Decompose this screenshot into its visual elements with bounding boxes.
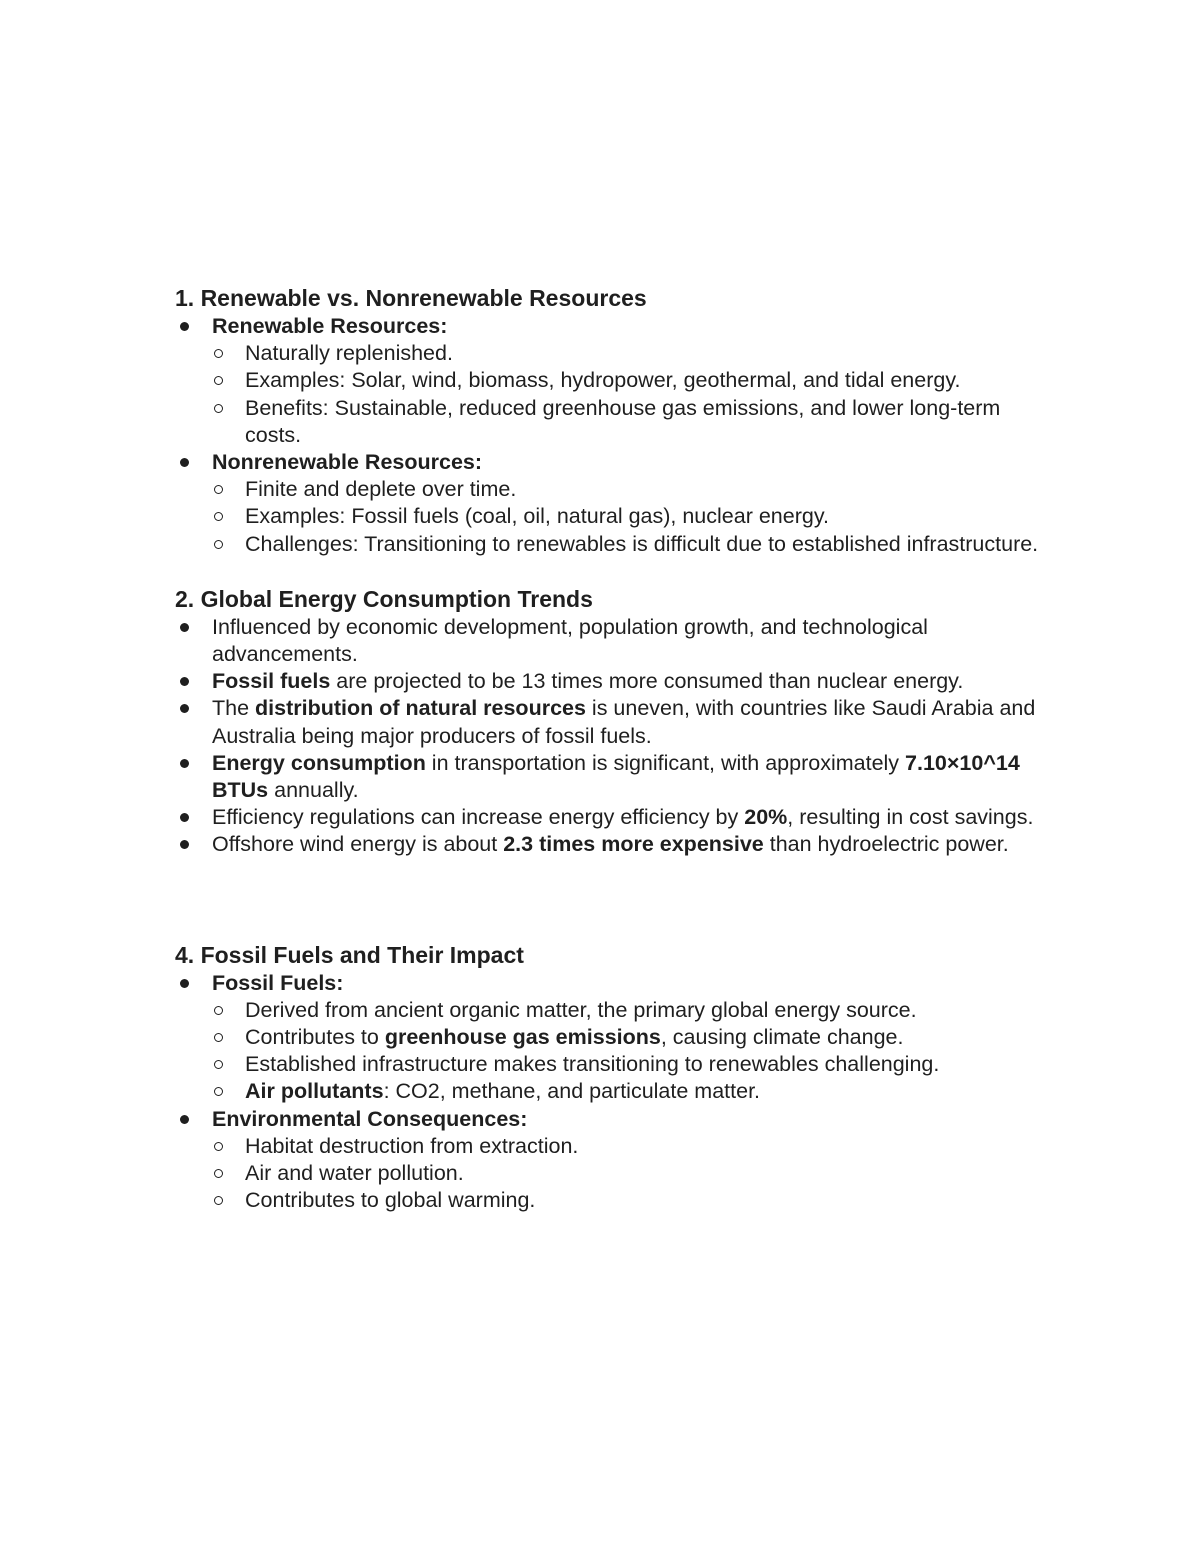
list-item: Contributes to global warming. xyxy=(175,1187,1055,1214)
fossil-fuels-label: Fossil Fuels: xyxy=(212,970,344,995)
list-item: Naturally replenished. xyxy=(175,340,1055,367)
renewable-sublist xyxy=(212,340,1055,449)
text: annually. xyxy=(268,778,359,803)
list-item: Derived from ancient organic matter, the primary global energy source. xyxy=(175,997,1055,1024)
text: : CO2, methane, and particulate matter. xyxy=(383,1079,761,1104)
list-item: Air and water pollution. xyxy=(175,1160,1055,1187)
document-page xyxy=(175,283,1055,1214)
text: than hydroelectric power. xyxy=(763,832,1009,857)
nonrenewable-label: Nonrenewable Resources: xyxy=(212,450,483,475)
section-2-list xyxy=(175,614,1055,859)
text: Offshore wind energy is about xyxy=(212,832,504,857)
list-item: Finite and deplete over time. xyxy=(175,476,1055,503)
renewable-label: Renewable Resources: xyxy=(212,314,448,338)
list-item xyxy=(175,695,1055,749)
list-item: Challenges: Transitioning to renewables is difficult due to established infrastructure. xyxy=(175,531,1055,558)
text: , causing climate change. xyxy=(660,1025,904,1050)
environmental-consequences-label: Environmental Consequences: xyxy=(212,1106,528,1131)
list-item xyxy=(175,831,1055,858)
bold-text: greenhouse gas emissions xyxy=(384,1025,661,1050)
bold-text: Air pollutants xyxy=(245,1079,384,1104)
list-item: Examples: Solar, wind, biomass, hydropower, geothermal, and tidal energy. xyxy=(175,367,1055,394)
list-item xyxy=(175,1078,1055,1105)
section-4-list xyxy=(175,970,1055,1215)
list-item: Examples: Fossil fuels (coal, oil, natural gas), nuclear energy. xyxy=(175,503,1055,530)
text: in transportation is significant, with approximately xyxy=(425,750,906,775)
section-1-heading: 1. Renewable vs. Nonrenewable Resources xyxy=(175,285,647,311)
bold-text: Energy consumption xyxy=(212,750,426,775)
list-item xyxy=(175,668,1055,695)
environmental-sublist xyxy=(212,1133,1055,1215)
text: Contributes to xyxy=(245,1025,385,1050)
text: is uneven, with countries like Saudi Arabia and Australia being major producers of fossil fuels. xyxy=(212,696,1036,748)
bold-text: Fossil fuels xyxy=(212,669,331,694)
list-item: Benefits: Sustainable, reduced greenhouse gas emissions, and lower long-term costs. xyxy=(175,395,1055,449)
section-2-heading: 2. Global Energy Consumption Trends xyxy=(175,585,593,612)
text: , resulting in cost savings. xyxy=(787,805,1034,830)
bold-text: 2.3 times more expensive xyxy=(503,832,764,857)
text: Efficiency regulations can increase energy efficiency by xyxy=(212,805,745,830)
section-4-heading: 4. Fossil Fuels and Their Impact xyxy=(175,941,524,968)
fossil-fuels-sublist xyxy=(212,997,1055,1106)
bold-text: 20% xyxy=(744,805,788,830)
text: are projected to be 13 times more consumed than nuclear energy. xyxy=(330,669,964,694)
list-item: Established infrastructure makes transitioning to renewables challenging. xyxy=(175,1051,1055,1078)
list-item: Habitat destruction from extraction. xyxy=(175,1133,1055,1160)
list-item xyxy=(175,1024,1055,1051)
nonrenewable-sublist xyxy=(212,476,1055,558)
list-item xyxy=(175,449,1055,558)
text: The xyxy=(212,696,256,721)
list-item xyxy=(175,750,1055,804)
list-item xyxy=(175,970,1055,1106)
bold-text: 7.10×10^14 BTUs xyxy=(212,750,1020,803)
list-item xyxy=(175,313,1055,449)
list-item xyxy=(175,1106,1055,1215)
list-item: Influenced by economic development, population growth, and technological advancements. xyxy=(175,614,1055,668)
list-item xyxy=(175,804,1055,831)
section-1-list xyxy=(175,313,1055,558)
bold-text: distribution of natural resources xyxy=(255,696,586,721)
